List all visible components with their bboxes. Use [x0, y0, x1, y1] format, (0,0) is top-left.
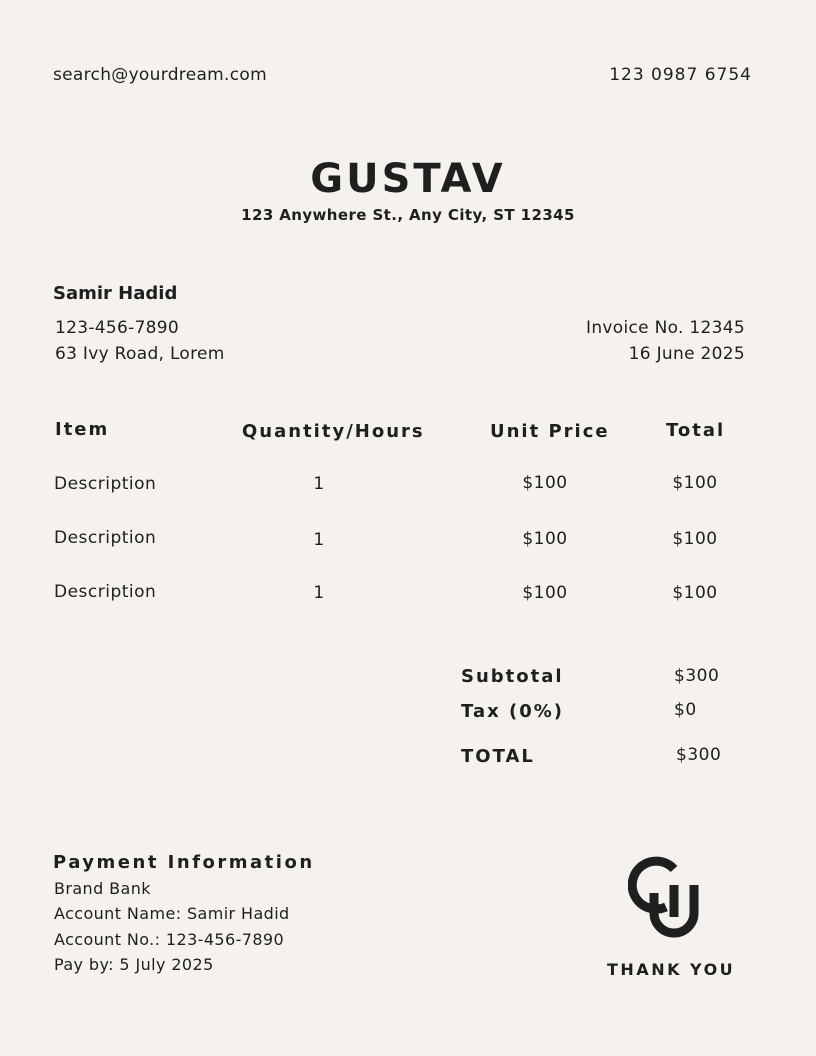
- thank-you-text: THANK YOU: [607, 960, 736, 979]
- subtotal-value: $300: [674, 666, 720, 686]
- contact-phone: 123 0987 6754: [609, 65, 752, 85]
- row-quantity: 1: [313, 474, 325, 494]
- table-header-unit-price: Unit Price: [490, 421, 610, 442]
- row-description: Description: [54, 528, 157, 548]
- tax-label: Tax (0%): [461, 701, 564, 722]
- row-quantity: 1: [313, 530, 325, 550]
- contact-email: search@yourdream.com: [53, 65, 267, 85]
- table-header-item: Item: [55, 419, 110, 440]
- payment-title: Payment Information: [53, 852, 315, 873]
- gu-monogram-icon: [628, 855, 710, 941]
- row-description: Description: [54, 474, 157, 494]
- row-total: $100: [672, 583, 718, 603]
- table-header-total: Total: [666, 420, 726, 441]
- brand-name: GUSTAV: [310, 156, 506, 202]
- client-phone: 123-456-7890: [55, 318, 180, 338]
- row-total: $100: [672, 473, 718, 493]
- table-header-quantity: Quantity/Hours: [242, 421, 425, 442]
- row-unit-price: $100: [522, 529, 568, 549]
- payment-account-name: Account Name: Samir Hadid: [54, 904, 290, 923]
- client-name: Samir Hadid: [53, 283, 178, 304]
- total-value: $300: [676, 745, 722, 765]
- subtotal-label: Subtotal: [461, 666, 564, 687]
- row-unit-price: $100: [522, 583, 568, 603]
- brand-address: 123 Anywhere St., Any City, ST 12345: [241, 206, 575, 224]
- invoice-date: 16 June 2025: [628, 344, 745, 364]
- payment-due-date: Pay by: 5 July 2025: [54, 955, 214, 974]
- invoice-number: Invoice No. 12345: [586, 318, 745, 338]
- payment-bank: Brand Bank: [54, 879, 151, 898]
- row-description: Description: [54, 582, 157, 602]
- tax-value: $0: [674, 700, 697, 720]
- payment-account-number: Account No.: 123-456-7890: [54, 930, 285, 949]
- row-quantity: 1: [313, 583, 325, 603]
- total-label: TOTAL: [461, 746, 535, 767]
- row-total: $100: [672, 529, 718, 549]
- client-address: 63 Ivy Road, Lorem: [55, 344, 225, 364]
- row-unit-price: $100: [522, 473, 568, 493]
